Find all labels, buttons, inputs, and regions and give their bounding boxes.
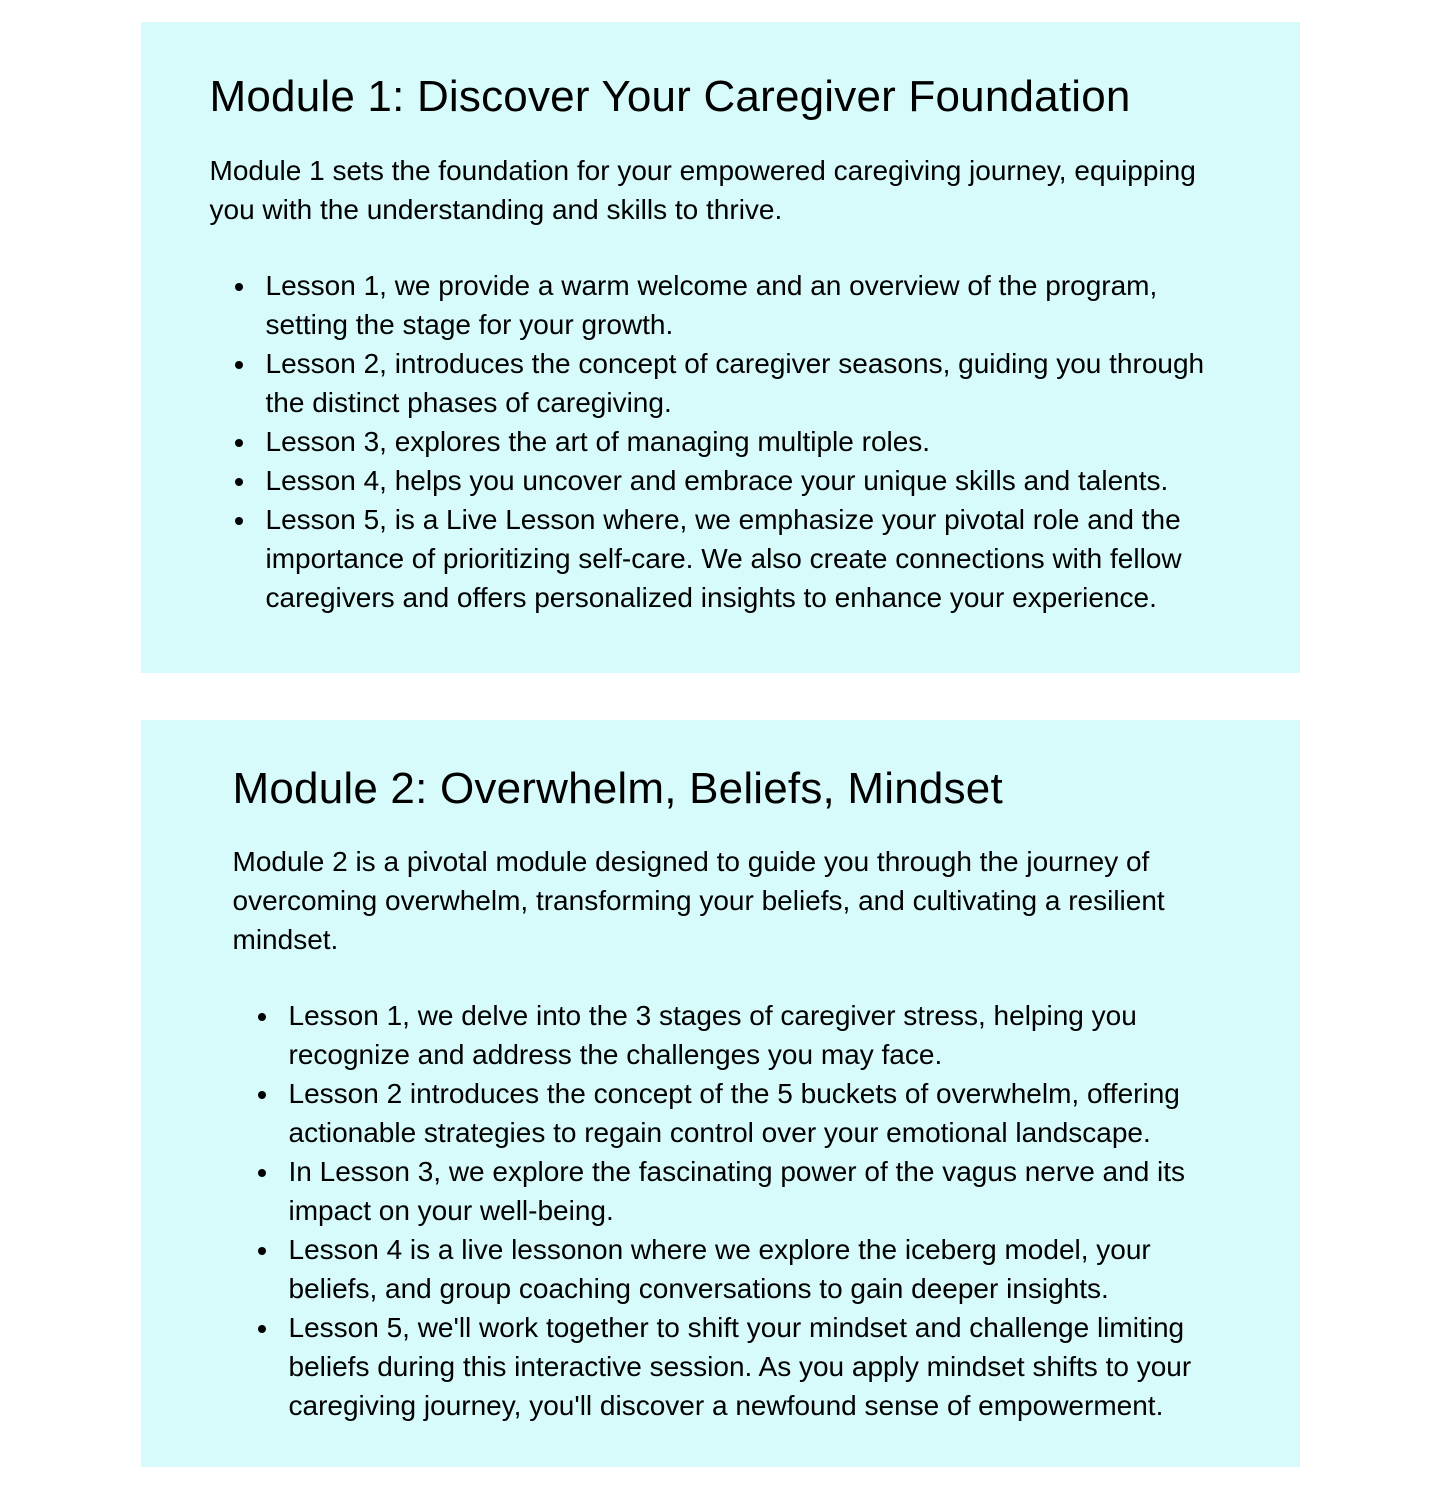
module-1-title: Module 1: Discover Your Caregiver Foundation [209, 72, 1131, 121]
lesson-item: • Lesson 5, is a Live Lesson where, we emphasize your pivotal role and the importance of prioritizing self-care. We also create connections with fellow caregivers and offers personalized insights to enhance your experience. [258, 500, 1245, 617]
lesson-item: • Lesson 2, introduces the concept of caregiver seasons, guiding you through the distinct phases of caregiving. [258, 344, 1245, 422]
lesson-item: • Lesson 1, we delve into the 3 stages of caregiver stress, helping you recognize and address the challenges you may face. [281, 996, 1223, 1074]
lesson-item: • Lesson 1, we provide a warm welcome and an overview of the program, setting the stage for your growth. [258, 266, 1245, 344]
lesson-item: • Lesson 4, helps you uncover and embrace your unique skills and talents. [258, 461, 1245, 500]
module-2-title: Module 2: Overwhelm, Beliefs, Mindset [232, 763, 1003, 813]
lesson-item: • Lesson 5, we'll work together to shift your mindset and challenge limiting beliefs during this interactive session. As you apply mindset shifts to your caregiving journey, you'll discover a newfound sense of empowerment. [281, 1308, 1223, 1425]
lesson-item: • In Lesson 3, we explore the fascinating power of the vagus nerve and its impact on your well-being. [281, 1152, 1223, 1230]
module-2-lesson-list [233, 996, 1223, 1425]
module-2-card [141, 720, 1300, 1468]
module-1-description: Module 1 sets the foundation for your empowered caregiving journey, equipping you with the understanding and skills to thrive. [209, 154, 1196, 225]
module-2-description: Module 2 is a pivotal module designed to guide you through the journey of overcoming overwhelm, transforming your beliefs, and cultivating a resilient mindset. [232, 846, 1165, 956]
lesson-item: • Lesson 4 is a live lessonon where we explore the iceberg model, your beliefs, and group coaching conversations to gain deeper insights. [281, 1230, 1223, 1308]
lesson-item: • Lesson 2 introduces the concept of the 5 buckets of overwhelm, offering actionable strategies to regain control over your emotional landscape. [281, 1074, 1223, 1152]
module-1-card [141, 22, 1300, 673]
lesson-item: • Lesson 3, explores the art of managing multiple roles. [258, 422, 1245, 461]
module-1-lesson-list [210, 266, 1245, 617]
